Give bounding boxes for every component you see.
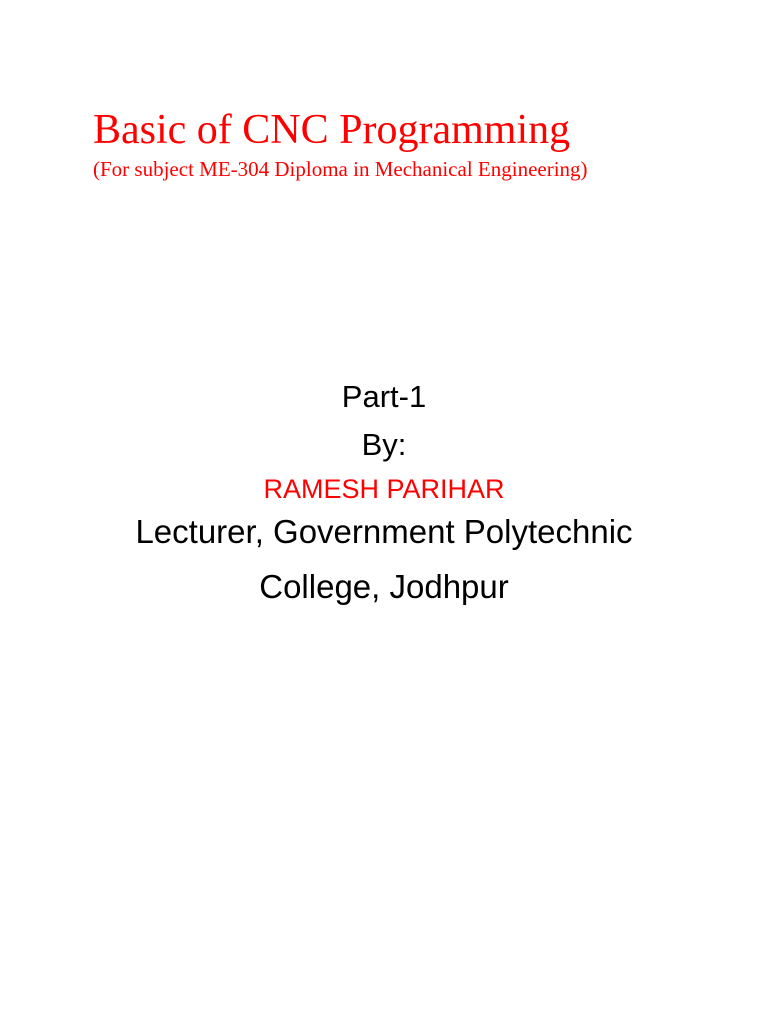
part-label: Part-1 [341, 379, 427, 414]
document-title: Basic of CNC Programming [93, 107, 571, 153]
author-affiliation-line-1: Lecturer, Government Polytechnic [135, 513, 633, 550]
document-subtitle: (For subject ME-304 Diploma in Mechanical Engineering) [93, 157, 588, 181]
by-label: By: [361, 427, 407, 462]
author-name: RAMESH PARIHAR [263, 474, 505, 504]
author-affiliation-line-2: College, Jodhpur [259, 568, 509, 605]
